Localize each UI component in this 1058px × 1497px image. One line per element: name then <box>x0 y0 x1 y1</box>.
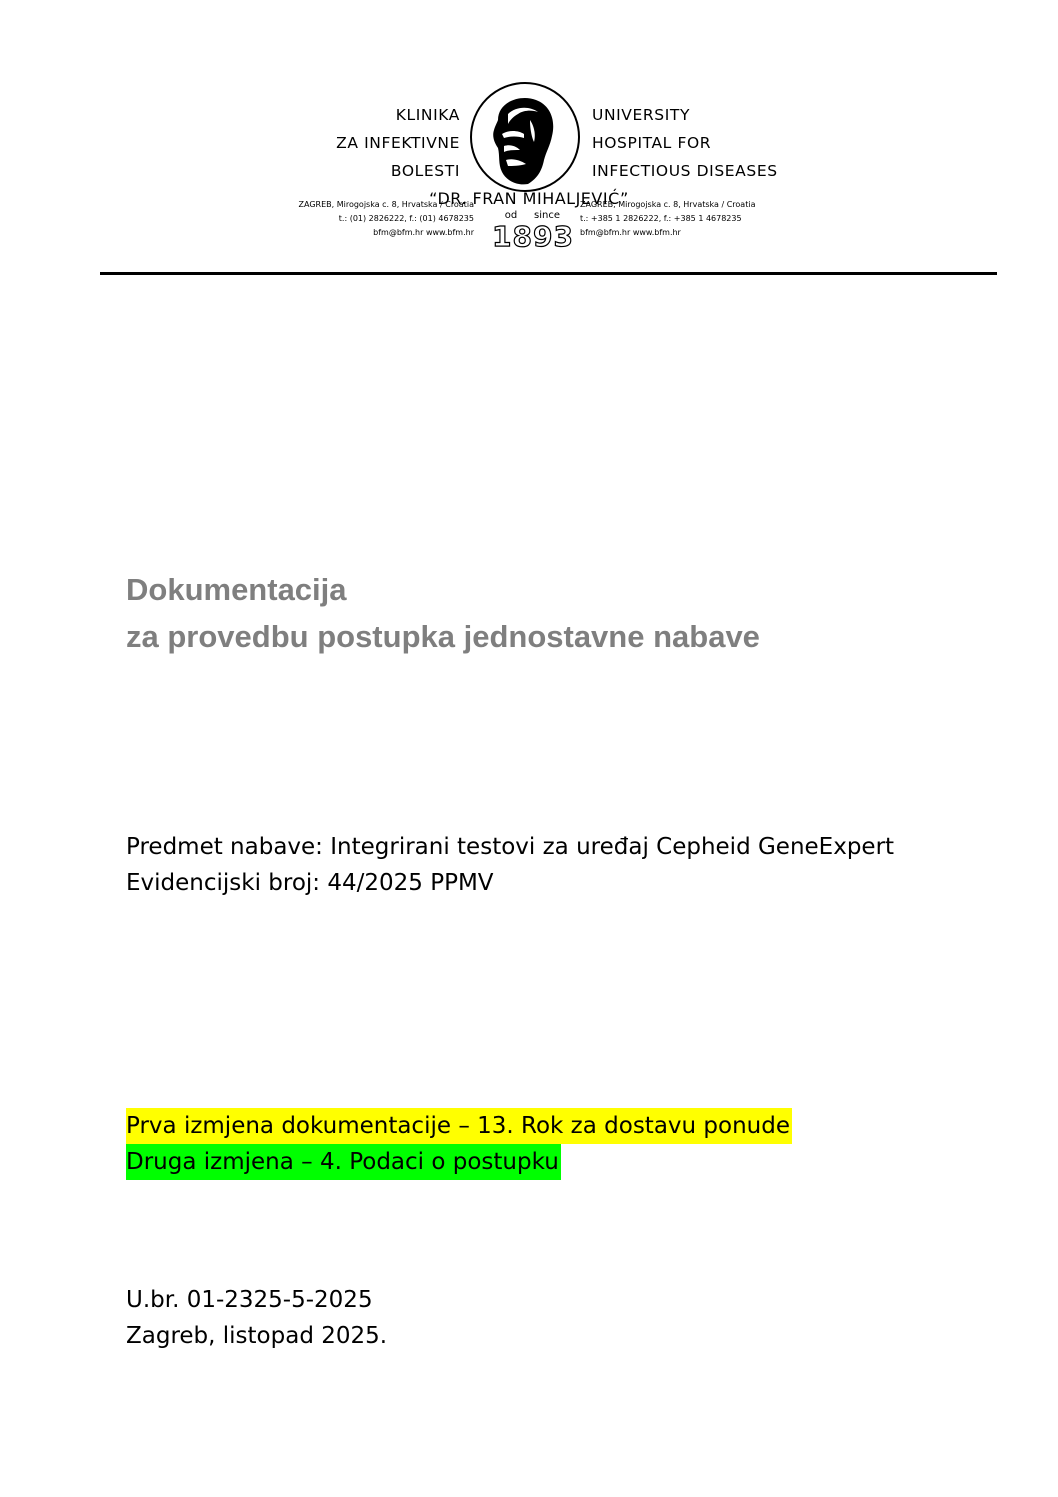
document-footer <box>126 1282 387 1354</box>
founding-year: 1893 <box>492 220 574 253</box>
hospital-namesake: “DR. FRAN MIHALJEVIĆ” <box>429 189 629 208</box>
document-title-line: za provedbu postupka jednostavne nabave <box>126 619 760 654</box>
place-and-date: Zagreb, listopad 2025. <box>126 1323 388 1349</box>
institution-name-en-line: UNIVERSITY <box>592 106 691 124</box>
document-title <box>126 566 760 660</box>
contact-info-hr <box>244 198 474 240</box>
contact-line: ZAGREB, Mirogojska c. 8, Hrvatska / Croatia <box>580 200 756 209</box>
first-amendment: Prva izmjena dokumentacije – 13. Rok za dostavu ponude <box>126 1108 792 1144</box>
procurement-subject-line: Predmet nabave: Integrirani testovi za uređaj Cepheid GeneExpert <box>126 834 895 860</box>
institution-name-hr-line: BOLESTI <box>390 162 460 180</box>
since-label-en: since <box>534 210 560 221</box>
institution-name-hr-line: KLINIKA <box>395 106 460 124</box>
second-amendment: Druga izmjena – 4. Podaci o postupku <box>126 1144 561 1180</box>
institution-name-en-line: INFECTIOUS DISEASES <box>592 162 778 180</box>
contact-line: t.: (01) 2826222, f.: (01) 4678235 <box>338 214 474 223</box>
institution-name-hr <box>300 101 460 185</box>
institution-name-en-line: HOSPITAL FOR <box>592 134 712 152</box>
contact-line: t.: +385 1 2826222, f.: +385 1 4678235 <box>580 214 742 223</box>
procurement-subject <box>126 829 894 901</box>
contact-info-en <box>580 198 820 240</box>
contact-line: bfm@bfm.hr www.bfm.hr <box>580 228 681 237</box>
header-divider <box>100 272 997 275</box>
document-title-line: Dokumentacija <box>126 572 347 607</box>
letterhead <box>0 0 1058 280</box>
reference-number: U.br. 01-2325-5-2025 <box>126 1287 373 1313</box>
institution-name-en <box>592 101 832 185</box>
evidence-number-line: Evidencijski broj: 44/2025 PPMV <box>126 870 494 896</box>
amendments-list <box>126 1108 792 1180</box>
contact-line: ZAGREB, Mirogojska c. 8, Hrvatska / Croatia <box>298 200 474 209</box>
contact-line: bfm@bfm.hr www.bfm.hr <box>373 228 474 237</box>
hospital-logo-medallion-icon <box>468 80 582 194</box>
since-label-hr: od <box>504 210 518 221</box>
institution-name-hr-line: ZA INFEKTIVNE <box>336 134 460 152</box>
